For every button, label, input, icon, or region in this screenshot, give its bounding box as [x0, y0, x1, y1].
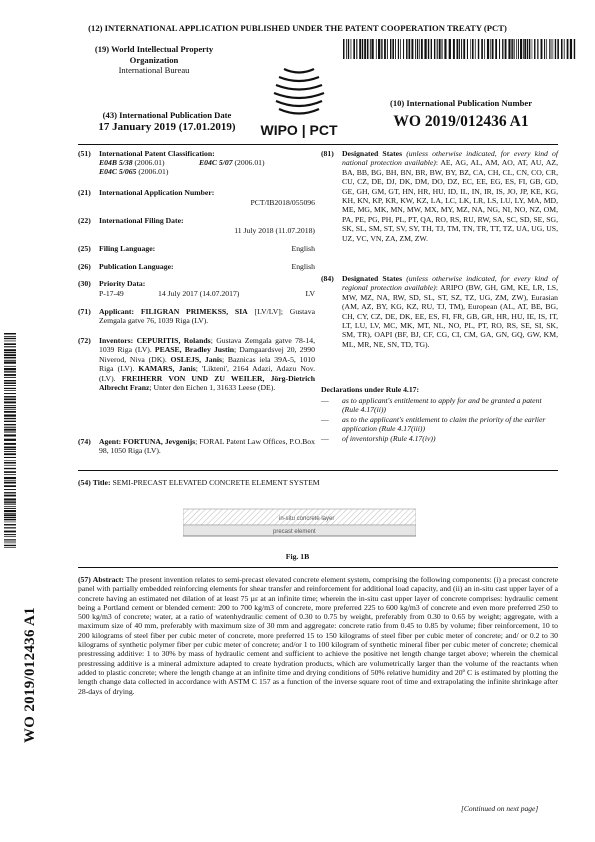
barcode-bar [524, 39, 526, 59]
declaration-3-dash: — [321, 434, 329, 443]
inventor-4: KAMARS, Janis [138, 364, 196, 374]
filing-language: English [291, 244, 315, 253]
barcode-bar [449, 39, 451, 59]
declarations-title: Declarations under Rule 4.17: [321, 385, 420, 394]
barcode-bar [4, 390, 16, 391]
ipc-class-3: E04C 5/065 [99, 167, 137, 176]
field-30-label: Priority Data: [99, 279, 146, 288]
barcode-bar [4, 482, 16, 484]
regional-states-list: : ARIPO (BW, GH, GM, KE, LR, LS, MW, MZ, NA, RW, SD, SL, ST, SZ, TZ, UG, ZM, ZW), Eurasian (AM, AZ, BY, KG, KZ, RU, TJ, TM), European (AL, AT, BE, BG, CH, CY, CZ, DE, DK, EE, ES, FI, FR, GB, GR, HR, HU, IE, IS, IT, LT, LU, LV, MC, MK, MT, NL, NO, PL, PT, RO, RS, SE, SI, SK, SM, TR), OAPI (BF, BJ, CF, CG, CI, CM, GA, GN, GQ, GW, KM, ML, MR, NE, SN, TD, TG). [342, 283, 559, 349]
barcode-bar [384, 39, 386, 59]
barcode-bar [564, 39, 565, 59]
barcode-bar [4, 388, 16, 389]
barcode-bar [387, 39, 388, 59]
applicant-name: Applicant: FILIGRAN PRIMEKSS, SIA [99, 307, 248, 316]
agent-text [99, 437, 315, 456]
barcode-bar [4, 506, 16, 507]
barcode-bar [4, 517, 16, 518]
publication-date-block [92, 109, 242, 133]
barcode-bar [537, 39, 538, 59]
barcode-bar [4, 429, 16, 431]
field-26-label: Publication Language: [99, 262, 174, 271]
barcode-bar [4, 468, 16, 469]
title-number: (54) [78, 478, 91, 487]
ipc-row-1 [99, 158, 315, 167]
org-line-2: Organization [129, 54, 179, 65]
barcode-bar [4, 346, 16, 347]
barcode-bar [4, 485, 16, 487]
barcode-bar [516, 39, 517, 59]
designated-states-regional [342, 274, 558, 349]
applicant-address: [LV/LV]; Gustava Zemgala gatve 76, 1039 Riga (LV). [99, 307, 315, 326]
abstract-number: (57) [78, 575, 91, 584]
barcode-bar [4, 453, 16, 455]
barcode-bar [444, 39, 446, 59]
barcode-bar [398, 39, 399, 59]
barcode-bar [553, 39, 554, 59]
pct-header-title: (12) INTERNATIONAL APPLICATION PUBLISHED UNDER THE PATENT COOPERATION TREATY (PCT) [88, 23, 507, 33]
barcode-bar [4, 457, 16, 458]
barcode-bar [4, 366, 16, 367]
barcode-bar [472, 39, 474, 59]
barcode-bar [411, 39, 413, 59]
org-line-1: (19) World Intellectual Property [94, 44, 214, 54]
figure-caption: Fig. 1B [285, 552, 310, 561]
barcode-bar [370, 39, 371, 59]
barcode-bar [4, 513, 16, 514]
side-publication-number: WO 2019/012436 A1 [22, 607, 38, 743]
continued-note: [Continued on next page] [461, 804, 539, 813]
field-25-number: (25) [78, 244, 91, 253]
barcode-bar [439, 39, 441, 59]
barcode-bar [348, 39, 349, 59]
declaration-1-text: as to applicant's entitlement to apply for and be granted a patent (Rule 4.17(ii)) [342, 396, 542, 415]
publication-number-label: (10) International Publication Number [389, 98, 533, 108]
barcode-bar [4, 401, 16, 403]
barcode-bar [453, 39, 455, 59]
barcode-bar [421, 39, 423, 59]
barcode-bar [546, 39, 547, 59]
barcode-bar [4, 446, 16, 448]
field-21-number: (21) [78, 188, 91, 197]
field-72-number: (72) [78, 336, 91, 345]
inventor-5: FREIHERR VON UND ZU WEILER, Jörg-Dietrich Albrecht Franz [99, 373, 315, 393]
barcode-bar [4, 374, 16, 376]
abstract-divider [78, 567, 558, 568]
barcode-bar [561, 39, 563, 59]
barcode-bar [4, 343, 16, 345]
barcode-bar [459, 39, 460, 59]
barcode-bar [4, 385, 16, 386]
field-25-label: Filing Language: [99, 244, 156, 253]
field-30-number: (30) [78, 279, 91, 288]
barcode-bar [4, 443, 16, 445]
field-81-label: Designated States [342, 149, 403, 158]
barcode-bar [4, 547, 16, 548]
barcode-bar [484, 39, 485, 59]
publication-date: 17 January 2019 (17.01.2019) [98, 121, 236, 133]
publication-number-block [356, 98, 566, 131]
barcode-bar [4, 382, 16, 384]
barcode-bar [4, 477, 16, 479]
barcode-bar [551, 39, 552, 59]
barcode-bar [456, 39, 458, 59]
field-81-number: (81) [321, 149, 334, 158]
barcode-bar [4, 480, 16, 481]
barcode-bar [461, 39, 462, 59]
filing-date: 11 July 2018 (11.07.2018) [234, 226, 315, 235]
inventors-text [99, 336, 315, 392]
wipo-logo [254, 43, 344, 141]
barcode-bar [478, 39, 479, 59]
in-situ-layer-label: in-situ concrete layer [279, 516, 335, 522]
field-21-label: International Application Number: [99, 188, 215, 197]
title-text: SEMI-PRECAST ELEVATED CONCRETE ELEMENT SYSTEM [110, 478, 320, 487]
barcode-bar [541, 39, 543, 59]
barcode-bar [406, 39, 407, 59]
barcode-bar [499, 39, 500, 59]
field-84-label: Designated States [342, 274, 403, 283]
barcode-bar [4, 510, 16, 512]
barcode-bar [431, 39, 432, 59]
barcode-bar [409, 39, 411, 59]
barcode-bar [4, 495, 16, 497]
barcode-bar [381, 39, 382, 59]
right-column [321, 149, 558, 469]
barcode-bar [4, 396, 16, 397]
barcode-bar [523, 39, 524, 59]
inventor-1: CEPURITIS, Rolands [136, 336, 211, 345]
barcode-bar [514, 39, 515, 59]
barcode-bar [4, 424, 16, 425]
barcode-bar [574, 39, 575, 59]
barcode-bar [4, 531, 16, 533]
barcode-bar [378, 39, 380, 59]
barcode-bar [4, 534, 16, 535]
abstract-label: Abstract: [92, 575, 124, 584]
barcode-bar [4, 357, 16, 359]
barcode-bar [508, 39, 510, 59]
barcode-bar [4, 349, 16, 351]
inventor-3-address: ; Baznicas iela 39A-5, 1010 Riga (LV). [99, 354, 315, 374]
agent-name: Agent: FORTUNA, Jevgenijs [99, 437, 196, 446]
barcode-bar [4, 360, 16, 361]
barcode-bar [4, 501, 16, 502]
wipo-logo-text: WIPO | PCT [260, 122, 338, 138]
barcode-bar [4, 522, 16, 523]
org-line-3: International Bureau [118, 65, 190, 75]
barcode-bar [437, 39, 438, 59]
barcode-bar [492, 39, 494, 59]
barcode-bar [4, 527, 16, 528]
abstract [78, 575, 558, 696]
barcode-bar [4, 465, 16, 466]
priority-date: 14 July 2017 (14.07.2017) [158, 289, 240, 298]
barcode-bar [4, 541, 16, 542]
declarations [321, 385, 558, 443]
barcode-bar [4, 361, 16, 363]
barcode-bar [549, 39, 550, 59]
inventor-4-address: ; 'Likteni', 2164 Adazi, Adazu Nov. (LV). [99, 364, 315, 383]
barcode-bar [502, 39, 503, 59]
barcode-bar [4, 545, 16, 546]
inventor-2-address: ; Damgaardsvej 20, 2990 Niverod, Niva (DK). [99, 345, 315, 364]
barcode-bar [4, 460, 16, 461]
barcode-bar [532, 39, 533, 59]
barcode-bar [441, 39, 442, 59]
field-74-number: (74) [78, 437, 91, 446]
priority-application: P-17-49 [99, 289, 124, 298]
barcode-bar [544, 39, 545, 59]
inventor-2: PEASE, Bradley Justin [154, 345, 235, 355]
barcode-bar [4, 431, 16, 432]
ipc-class-2: E04C 5/07 [199, 158, 233, 167]
barcode-bar [534, 39, 535, 59]
ipc-date-3: (2006.01) [138, 167, 169, 176]
barcode-bar [4, 338, 16, 339]
barcode-bar [4, 380, 16, 381]
inventors-label: Inventors: [99, 336, 134, 345]
barcode-bar [4, 411, 16, 413]
barcode-bar [570, 39, 572, 59]
ipc-date-2: (2006.01) [234, 158, 265, 167]
field-51-number: (51) [78, 149, 91, 158]
header-divider [78, 144, 558, 145]
barcode-bar [4, 498, 16, 500]
title-label: Title: [92, 478, 111, 487]
barcode-bar [463, 39, 465, 59]
publication-number: WO 2019/012436 A1 [393, 113, 529, 130]
barcode-bar [4, 492, 16, 493]
declaration-2-dash: — [321, 415, 329, 424]
ipc-class-1: E04B 5/38 [99, 158, 133, 167]
barcode-bar [4, 427, 16, 428]
publication-date-label: (43) International Publication Date [102, 110, 232, 120]
barcode-bar [351, 39, 352, 59]
barcode-bar [505, 39, 507, 59]
barcode-bar [4, 371, 16, 372]
barcode-bar [392, 39, 394, 59]
barcode-bar [395, 39, 396, 59]
barcode-bar [4, 449, 16, 450]
barcode-bar [4, 405, 16, 406]
barcode-bar [470, 39, 471, 59]
barcode-bar [481, 39, 483, 59]
barcode-bar [419, 39, 420, 59]
declaration-3-text: of inventorship (Rule 4.17(iv)) [342, 434, 436, 443]
barcode-bar [475, 39, 476, 59]
field-81-qualifier: (unless otherwise indicated, for every kind of national protection available) [342, 149, 558, 168]
barcode-bar [4, 336, 16, 337]
barcode-bar [417, 39, 418, 59]
field-22-number: (22) [78, 216, 91, 225]
barcode-bar [4, 474, 16, 475]
barcode-bar [364, 39, 366, 59]
barcode-bar [467, 39, 468, 59]
field-84-qualifier: (unless otherwise indicated, for every kind of regional protection available) [342, 274, 558, 293]
barcode-bar [390, 39, 391, 59]
barcode-bar [4, 471, 16, 473]
declaration-1-dash: — [321, 396, 329, 405]
barcode-bar [4, 414, 16, 416]
barcode-bar [4, 341, 16, 342]
barcode-bar [4, 333, 16, 334]
barcode-bar [4, 539, 16, 540]
barcode-bar [371, 39, 373, 59]
inventor-3: OSLEJS, Janis [170, 354, 222, 364]
wipo-organization [84, 44, 224, 76]
figure-1b [183, 503, 416, 545]
barcode-bar [4, 508, 16, 509]
publication-language: English [291, 262, 315, 271]
barcode-bar [4, 514, 16, 516]
barcode-bar [567, 39, 569, 59]
application-number: PCT/IB2018/055096 [250, 198, 315, 207]
barcode-bar [4, 434, 16, 436]
barcode-bar [527, 39, 528, 59]
barcode-bar [520, 39, 522, 59]
applicant-text [99, 307, 315, 326]
inventor-5-address: ; Unter den Eichen 1, 31633 Leese (DE). [149, 383, 276, 393]
declaration-2-text: as to the applicant's entitlement to claim the priority of the earlier application (Rule 4.17(iii)) [342, 415, 546, 434]
priority-country: LV [305, 289, 315, 298]
barcode-bar [4, 451, 16, 452]
barcode-bar [4, 407, 16, 408]
barcode-bar [4, 489, 16, 490]
barcode-bar [511, 39, 512, 59]
barcode-bar [4, 368, 16, 370]
barcode-bar [356, 39, 357, 59]
barcode-bar [555, 39, 556, 59]
barcode-bar [4, 543, 16, 544]
precast-element-label: precast element [273, 529, 316, 535]
barcode-bar [415, 39, 416, 59]
field-84-number: (84) [321, 274, 334, 283]
barcode-bar [403, 39, 404, 59]
barcode-bar [4, 536, 16, 537]
barcode-bar [4, 524, 16, 525]
barcode-bar [487, 39, 489, 59]
barcode-bar [495, 39, 497, 59]
barcode-bar [4, 439, 16, 441]
barcode-bar [4, 354, 16, 356]
barcode-bar [4, 409, 16, 410]
barcode-bar [4, 462, 16, 464]
barcode-bar [4, 494, 16, 495]
agent-address: ; FORAL Patent Law Offices, P.O.Box 98, 1050 Riga (LV). [99, 437, 315, 456]
barcode-bar [353, 39, 355, 59]
barcode-bar [424, 39, 426, 59]
title-divider [78, 470, 558, 471]
national-states-list: : AE, AG, AL, AM, AO, AT, AU, AZ, BA, BB, BG, BH, BN, BR, BW, BY, BZ, CA, CH, CL, CN, CO, CR, CU, CZ, DE, DJ, DK, DM, DO, DZ, EC, EE, EG, ES, FI, GB, GD, GE, GH, GM, GT, HN, HR, HU, ID, IL, IN, IR, IS, JO, JP, KE, KG, KH, KN, KP, KR, KW, KZ, LA, LC, LK, LR, LS, LU, LY, MA, MD, ME, MG, MK, MN, MW, MX, MY, MZ, NA, NG, NI, NO, NZ, OM, PA, PE, PG, PH, PL, PT, QA, RO, RS, RU, RW, SA, SC, SD, SE, SG, SK, SL, SM, ST, SV, SY, TH, TJ, TM, TN, TR, TT, TZ, UA, UG, US, UZ, VC, VN, ZA, ZM, ZW. [342, 158, 558, 243]
barcode-bar [4, 393, 16, 394]
barcode-bar [4, 352, 16, 353]
barcode-bar [434, 39, 435, 59]
barcode-bar [367, 39, 369, 59]
barcode-bar [346, 39, 347, 59]
ipc-date-1: (2006.01) [134, 158, 165, 167]
barcode-bar [490, 39, 491, 59]
barcode-bar [376, 39, 377, 59]
barcode-bar [400, 39, 401, 59]
barcode-bar [557, 39, 559, 59]
side-barcode [4, 333, 16, 548]
abstract-text: The present invention relates to semi-precast elevated concrete element system, comprising the following components: (i) a precast concrete panel with partially embedded reinforcing elements for shear transfer and reinforcement for additional load capacity, and (ii) an in-situ cast upper layer of a concrete having an estimated net dilation of at least 75 µε at an infinite time; wherein the in-situ cast upper layer of concrete comprises: hydraulic cement being a Portland cement or blended cement: 200 to 700 kg/m3 of concrete, more preferred 225 to 600 kg/m3 of concrete and even more preferred 250 to 500 kg/m3 of concrete; water, at a ratio of watenhydraulic cement of 0.30 to 0.75 by weight, preferably from 0.30 to 0.65 by weight; aggregate, with a maximum size of 40 mm, preferably with maximum size of 30 mm and aggregate: concrete ratio from 0.45 to 0.85 by volume; fiber reinforcement, 10 to 200 kilograms of steel fiber per cubic meter of concrete, more preferred 15 to 150 kilograms of steel fiber per cubic meter of concrete; and/ or 0.2 to 30 kilograms of synthetic polymer fiber per cubic meter of concrete; and/or 1 to 100 kilogram of synthetic mineral fiber per cubic meter of concrete; chemical prestressing additive: 1 to 30% by mass of hydraulic cement and sufficient to achieve the positive net length change target above; wherein the chemical prestressing additive is a mineral admixture adapted to create hydration products, which are volumetrically larger than the volume of the reactants when added to plastic concrete; where the length change at an infinite time and drying conditions of 50% relative humidity and 20º C is estimated by plotting the length change data collected in accordance with ASTM C 157 as a function of the inverse square root of time and extrapolating the infinite shrinkage after 28-days of drying. [78, 575, 559, 696]
top-barcode [343, 39, 577, 59]
field-26-number: (26) [78, 262, 91, 271]
inventor-1-address: ; Gustava Zemgala gatve 78-14, 1039 Riga (LV). [99, 336, 315, 355]
barcode-bar [4, 421, 16, 422]
barcode-bar [359, 39, 361, 59]
field-51-label: International Patent Classification: [99, 149, 215, 158]
barcode-bar [362, 39, 363, 59]
ipc-row-2 [99, 167, 168, 176]
barcode-bar [4, 418, 16, 419]
barcode-bar [4, 377, 16, 378]
field-71-number: (71) [78, 307, 91, 316]
designated-states-national [342, 149, 558, 243]
left-column [78, 149, 315, 479]
barcode-bar [518, 39, 519, 59]
barcode-bar [529, 39, 530, 59]
field-22-label: International Filing Date: [99, 216, 184, 225]
barcode-bar [4, 519, 16, 520]
barcode-bar [4, 399, 16, 401]
barcode-bar [504, 39, 505, 59]
barcode-bar [428, 39, 429, 59]
invention-title [78, 478, 320, 487]
barcode-bar [4, 504, 16, 505]
